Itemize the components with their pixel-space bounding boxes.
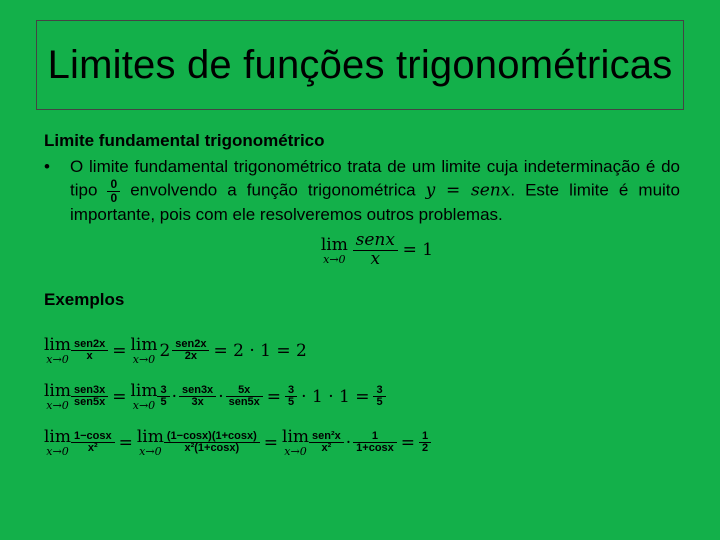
lim-subscript: x→0 xyxy=(46,352,69,366)
lim-word: lim xyxy=(282,426,310,447)
fundamental-limit-formula xyxy=(44,232,680,269)
fraction xyxy=(419,431,431,455)
fraction-denominator: 2x xyxy=(184,350,197,363)
fraction-numerator: senx xyxy=(353,232,398,251)
lim-subscript: x→0 xyxy=(139,444,162,458)
formula-rhs: = 1 xyxy=(402,240,434,261)
fraction-numerator: 3 xyxy=(285,385,297,398)
fraction-denominator: x xyxy=(86,350,93,363)
fraction-denominator: x² xyxy=(321,442,332,455)
fraction-numerator: 3 xyxy=(157,385,169,398)
lim-operator xyxy=(282,426,310,458)
lim-operator xyxy=(44,334,71,366)
fraction xyxy=(164,431,260,455)
fraction xyxy=(373,385,385,409)
dot-operator: · xyxy=(345,432,352,453)
fraction-numerator: sen3x xyxy=(71,385,108,398)
dot-operator: · xyxy=(218,386,224,407)
equals-sign: = xyxy=(266,386,282,407)
fraction xyxy=(71,385,108,409)
result-text: = 2 · 1 = 2 xyxy=(213,340,307,361)
title-box xyxy=(36,20,684,110)
fraction-numerator: 5x xyxy=(226,385,263,398)
fraction xyxy=(353,431,397,455)
fraction-denominator: x²(1+cosx) xyxy=(184,442,240,455)
fraction xyxy=(285,385,297,409)
equals-sign: = xyxy=(112,386,127,407)
fraction-denominator: sen5x xyxy=(74,396,106,409)
equals-sign: = xyxy=(400,432,416,453)
fraction-denominator: 5 xyxy=(160,396,167,409)
fraction-denominator: 5 xyxy=(376,396,383,409)
lim-operator xyxy=(130,334,158,366)
fraction xyxy=(179,385,216,409)
lim-subscript: x→0 xyxy=(46,444,69,458)
examples-heading: Exemplos xyxy=(44,289,125,309)
fraction-numerator: 1 xyxy=(419,431,431,444)
indet-denominator: 0 xyxy=(110,190,118,205)
bullet-marker: • xyxy=(44,157,50,176)
fraction-numerator: sen2x xyxy=(172,339,209,352)
indet-numerator: 0 xyxy=(107,178,120,192)
fraction-numerator: sen3x xyxy=(179,385,216,398)
lim-word: lim xyxy=(320,234,348,255)
lim-subscript: x→0 xyxy=(284,444,307,458)
slide-title: Limites de funções trigonométricas xyxy=(47,42,673,87)
lim-operator xyxy=(320,234,348,266)
func-eq: = xyxy=(435,180,471,201)
bullet-text-middle: envolvendo a função trigonométrica xyxy=(120,180,426,200)
example-3 xyxy=(44,420,680,466)
lim-operator xyxy=(136,426,164,458)
lim-word: lim xyxy=(44,334,71,355)
lim-subscript: x→0 xyxy=(323,252,346,266)
equals-sign: = xyxy=(118,432,133,453)
fraction xyxy=(309,431,344,455)
fraction-numerator: sen2x xyxy=(71,339,108,352)
bullet-text-after: . Este limite é muito importante, pois com ele resolveremos outros problemas. xyxy=(70,180,680,225)
equals-sign: = xyxy=(112,340,127,361)
fraction-denominator: 1+cosx xyxy=(356,442,394,455)
bullet-paragraph xyxy=(44,156,680,226)
fraction xyxy=(71,431,115,455)
fraction-numerator: sen²x xyxy=(309,431,344,444)
fraction xyxy=(172,339,209,363)
fraction-denominator: sen5x xyxy=(228,396,260,409)
fundamental-fraction xyxy=(353,232,398,269)
lim-word: lim xyxy=(130,380,158,401)
lim-word: lim xyxy=(44,426,71,447)
section-heading: Limite fundamental trigonométrico xyxy=(44,131,325,150)
fraction-numerator: 1 xyxy=(353,431,397,444)
lim-word: lim xyxy=(44,380,71,401)
lim-word: lim xyxy=(136,426,164,447)
bullet-text-before: O limite fundamental trigonométrico trata de um limite cuja indeterminação é do tipo xyxy=(70,157,680,200)
lim-operator xyxy=(44,380,71,412)
lim-operator xyxy=(44,426,71,458)
lim-subscript: x→0 xyxy=(132,352,156,366)
example-1 xyxy=(44,328,680,374)
fraction xyxy=(226,385,263,409)
fraction-numerator: (1−cosx)(1+cosx) xyxy=(164,431,260,444)
fraction-denominator: 3x xyxy=(191,396,204,409)
fraction-numerator: 3 xyxy=(373,385,385,398)
fraction-denominator: x xyxy=(370,249,381,270)
lim-subscript: x→0 xyxy=(132,398,156,412)
example-2 xyxy=(44,374,680,420)
lim-subscript: x→0 xyxy=(46,398,69,412)
func-senx: senx xyxy=(470,180,511,201)
equals-sign: = xyxy=(263,432,279,453)
func-y: y xyxy=(425,180,436,201)
dot-operator: · xyxy=(171,386,177,407)
fraction-denominator: x² xyxy=(87,442,98,455)
fraction-denominator: 2 xyxy=(422,442,429,455)
coefficient: 2 xyxy=(159,340,171,361)
lim-operator xyxy=(130,380,158,412)
fraction xyxy=(157,385,169,409)
middle-text: · 1 · 1 = xyxy=(301,386,370,407)
slide-content xyxy=(44,130,680,466)
fraction-denominator: 5 xyxy=(288,396,295,409)
indeterminate-fraction xyxy=(107,178,120,204)
fraction xyxy=(71,339,108,363)
fraction-numerator: 1−cosx xyxy=(71,431,115,444)
lim-word: lim xyxy=(130,334,158,355)
